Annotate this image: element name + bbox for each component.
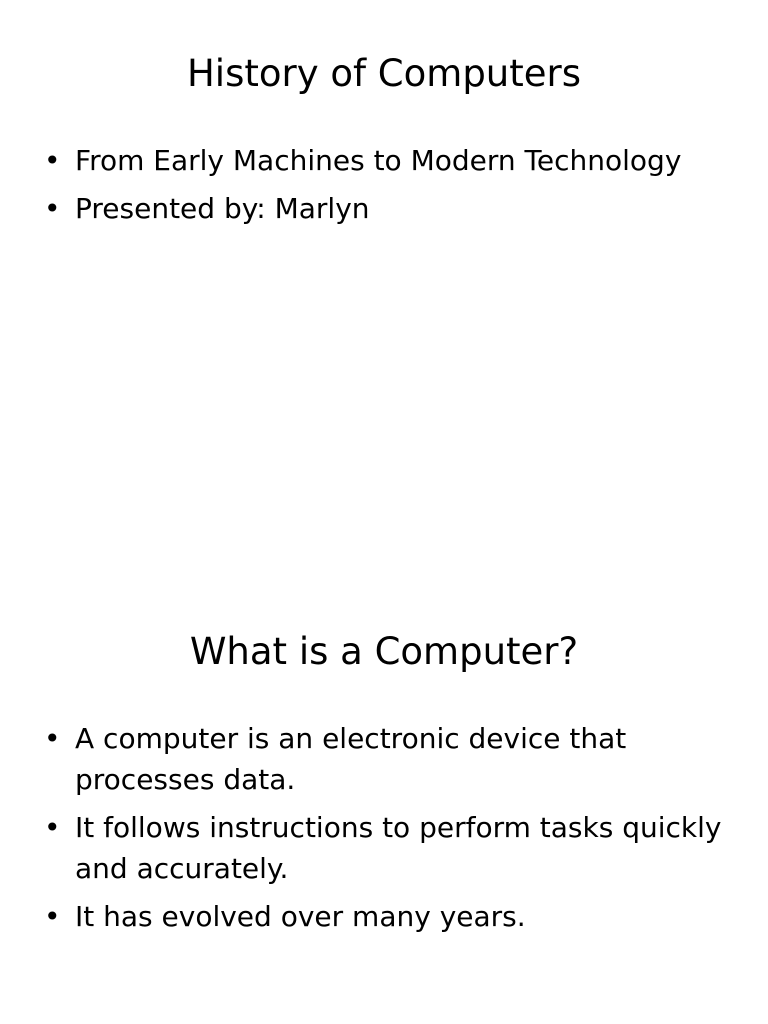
slide-1-bullet-list: [44, 140, 724, 236]
bullet-text: A computer is an electronic device that processes data.: [75, 722, 627, 796]
bullet-icon: •: [44, 144, 61, 177]
slide-1-title: History of Computers: [186, 52, 582, 95]
bullet-text: From Early Machines to Modern Technology: [75, 144, 682, 177]
bullet-text: It follows instructions to perform tasks quickly and accurately.: [75, 811, 722, 885]
bullet-icon: •: [44, 900, 61, 933]
bullet-icon: •: [44, 192, 61, 225]
bullet-icon: •: [44, 722, 61, 755]
slide-2-title: What is a Computer?: [189, 630, 579, 673]
list-item: [44, 188, 724, 230]
slide-2: [0, 512, 768, 1024]
list-item: [44, 140, 724, 182]
slide-2-bullet-list: [44, 718, 724, 944]
bullet-text: It has evolved over many years.: [75, 900, 526, 933]
list-item: [44, 896, 724, 937]
bullet-text: Presented by: Marlyn: [75, 192, 370, 225]
bullet-icon: •: [44, 811, 61, 844]
list-item: [44, 718, 724, 800]
list-item: [44, 807, 724, 889]
